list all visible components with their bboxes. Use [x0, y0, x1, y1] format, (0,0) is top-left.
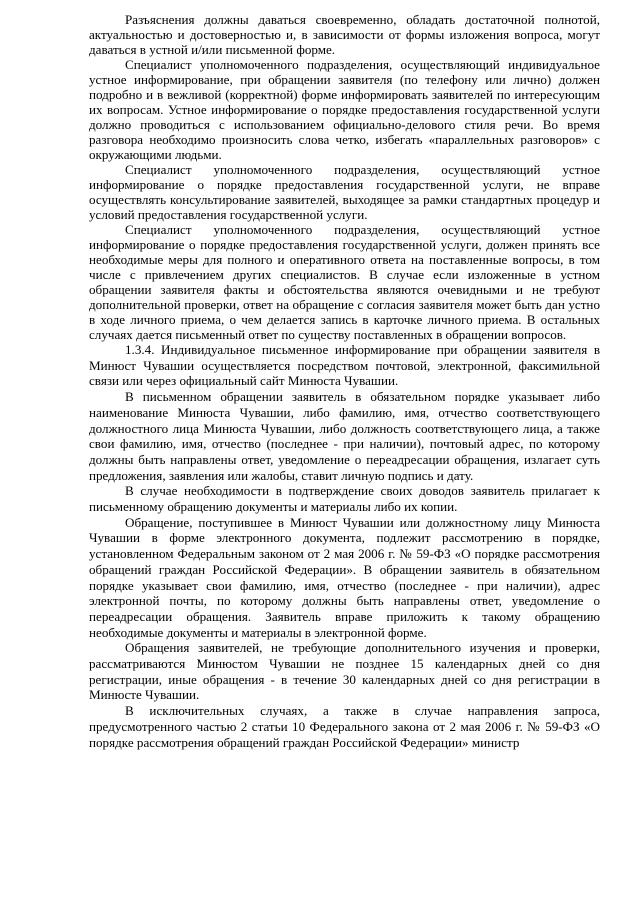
paragraph-clarifications: Разъяснения должны даваться своевременно, обладать достаточной полнотой, актуальностью и достоверностью и, в зависимости от формы изложения вопроса, могут даваться в устной и/или письменной форме.	[89, 12, 600, 57]
paragraph-exceptional-cases: В исключительных случаях, а также в случае направления запроса, предусмотренного частью 2 статьи 10 Федерального закона от 2 мая 2006 г. № 59-ФЗ «О порядке рассмотрения обращений граждан Российской Федерации» министр	[89, 703, 600, 750]
paragraph-attachments: В случае необходимости в подтверждение своих доводов заявитель прилагает к письменному обращению документы и материалы либо их копии.	[89, 483, 600, 515]
paragraph-electronic-request: Обращение, поступившее в Минюст Чувашии или должностному лицу Минюста Чувашии в форме электронного документа, подлежит рассмотрению в порядке, установленном Федеральным законом от 2 мая 2006 г. № 59-ФЗ «О порядке рассмотрения обращений граждан Российской Федерации». В обращении заявитель в обязательном порядке указывает свои фамилию, имя, отчество (последнее - при наличии), адрес электронной почты, по которому должны быть направлены ответ, уведомление о переадресации обращения. Заявитель вправе приложить к такому обращению необходимые документы и материалы в электронной форме.	[89, 514, 600, 640]
paragraph-written-request-contents: В письменном обращении заявитель в обязательном порядке указывает либо наименование Минюста Чувашии, либо фамилию, имя, отчество соответствующего должностного лица Минюста Чувашии, либо должность соответствующего лица, а также свои фамилию, имя, отчество (последнее - при наличии), почтовый адрес, по которому должны быть направлены ответ, уведомление о переадресации обращения, излагает суть предложения, заявления или жалобы, ставит личную подпись и дату.	[89, 389, 600, 483]
paragraph-written-informing: 1.3.4. Индивидуальное письменное информирование при обращении заявителя в Минюст Чувашии осуществляется посредством почтовой, электронной, факсимильной связи или через официальный сайт Минюста Чувашии.	[89, 342, 600, 389]
paragraph-oral-answer: Специалист уполномоченного подразделения, осуществляющий устное информирование о порядке предоставления государственной услуги, должен принять все необходимые меры для полного и оперативного ответа на поставленные вопросы, в том числе с привлечением других специалистов. В случае если изложенные в устном обращении заявителя факты и обстоятельства являются очевидными и не требуют дополнительной проверки, ответ на обращение с согласия заявителя может быть дан устно в ходе личного приема, о чем делается запись в карточке личного приема. В остальных случаях дается письменный ответ по существу поставленных в обращении вопросов.	[89, 222, 600, 342]
paragraph-consulting-limits: Специалист уполномоченного подразделения, осуществляющий устное информирование о порядке предоставления государственной услуги, не вправе осуществлять консультирование заявителей, выходящее за рамки стандартных процедур и условий предоставления государственной услуги.	[89, 162, 600, 222]
document-page	[89, 12, 600, 750]
paragraph-review-terms: Обращения заявителей, не требующие дополнительного изучения и проверки, рассматриваются Минюстом Чувашии не позднее 15 календарных дней со дня регистрации, иные обращения - в течение 30 календарных дней со дня регистрации в Минюсте Чувашии.	[89, 640, 600, 703]
paragraph-oral-informing-manner: Специалист уполномоченного подразделения, осуществляющий индивидуальное устное информирование, при обращении заявителя (по телефону или лично) должен подробно и в вежливой (корректной) форме информировать заявителей по интересующим их вопросам. Устное информирование о порядке предоставления государственной услуги должно проводиться с использованием официально-делового стиля речи. Во время разговора необходимо произносить слова четко, избегать «параллельных разговоров» с окружающими людьми.	[89, 57, 600, 162]
